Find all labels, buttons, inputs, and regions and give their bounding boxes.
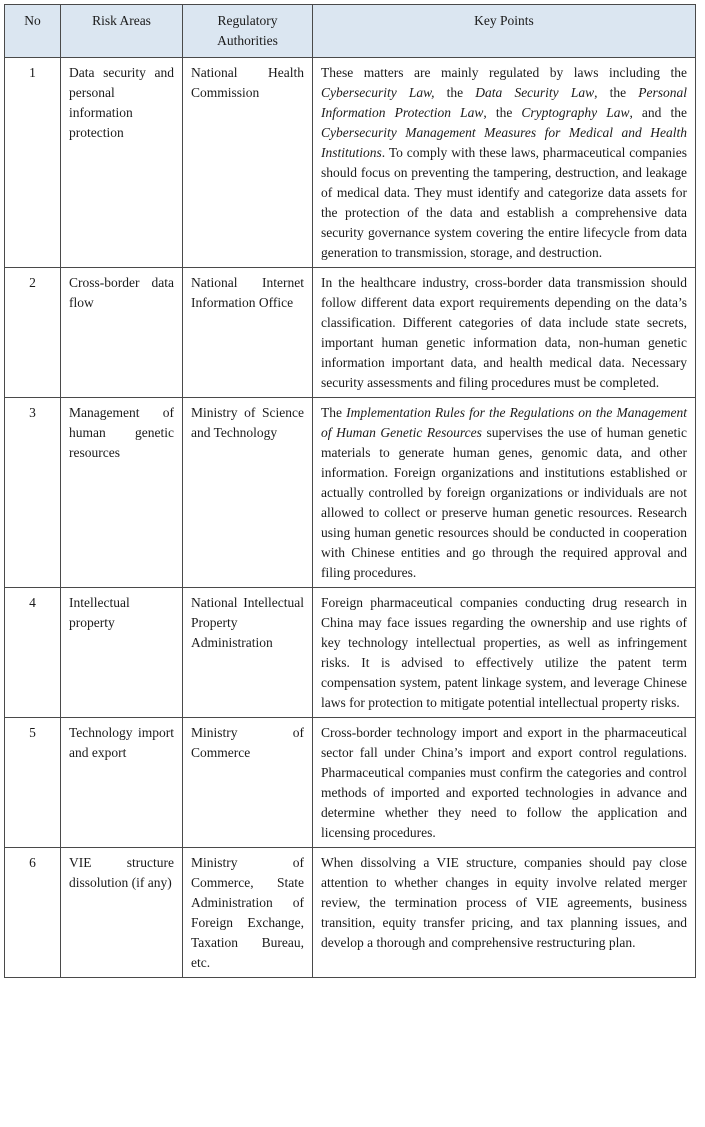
- key-points-text: , the: [594, 85, 639, 100]
- key-points-text: . To comply with these laws, pharmaceutical companies should focus on preventing the tampering, destruction, and leakage of medical data. They must identify and categorize data assets for the protection of the data and establish a comprehensive data security governance system covering the entire lifecycle from data generation to transmission, storage, and destruction.: [321, 145, 687, 260]
- key-points: [313, 588, 696, 718]
- header-regulatory-authorities: Regulatory Authorities: [183, 5, 313, 58]
- header-key-points: Key Points: [313, 5, 696, 58]
- law-title: Cybersecurity Management Measures for Medical and Health Institutions: [321, 125, 687, 160]
- risk-area: Cross-border data flow: [61, 268, 183, 398]
- risk-table: [4, 4, 696, 978]
- risk-area: Intellectual property: [61, 588, 183, 718]
- key-points-text: , and the: [629, 105, 687, 120]
- regulatory-authority: Ministry of Science and Technology: [183, 398, 313, 588]
- header-row: [5, 5, 696, 58]
- table-row: [5, 268, 696, 398]
- regulatory-authority: National Internet Information Office: [183, 268, 313, 398]
- key-points: [313, 58, 696, 268]
- key-points: [313, 848, 696, 978]
- regulatory-authority: Ministry of Commerce, State Administration of Foreign Exchange, Taxation Bureau, etc.: [183, 848, 313, 978]
- key-points: [313, 718, 696, 848]
- key-points-text: These matters are mainly regulated by laws including the: [321, 65, 687, 80]
- regulatory-authority: Ministry of Commerce: [183, 718, 313, 848]
- key-points: [313, 268, 696, 398]
- table-row: [5, 58, 696, 268]
- risk-area: Technology import and export: [61, 718, 183, 848]
- table-row: [5, 398, 696, 588]
- regulatory-authority: National Health Commission: [183, 58, 313, 268]
- row-number: 6: [5, 848, 61, 978]
- row-number: 3: [5, 398, 61, 588]
- key-points: [313, 398, 696, 588]
- key-points-text: Cross-border technology import and export in the pharmaceutical sector fall under China’s import and export control regulations. Pharmaceutical companies must confirm the categories and control methods of imported and exported technologies in advance and determine whether they need to follow the application and licensing procedures.: [321, 725, 687, 840]
- header-risk-areas: Risk Areas: [61, 5, 183, 58]
- table-row: [5, 588, 696, 718]
- table-row: [5, 718, 696, 848]
- risk-area: VIE structure dissolution (if any): [61, 848, 183, 978]
- law-title: Cybersecurity Law,: [321, 85, 435, 100]
- law-title: Personal Information Protection Law: [321, 85, 687, 120]
- key-points-text: The: [321, 405, 347, 420]
- key-points-text: Foreign pharmaceutical companies conducting drug research in China may face issues regarding the ownership and use rights of key technology intellectual properties, as well as infringement risks. It is advised to effectively utilize the patent term compensation system, patent linkage system, and leverage Chinese laws for protection to mitigate potential intellectual property risks.: [321, 595, 687, 710]
- key-points-text: the: [434, 85, 476, 100]
- row-number: 1: [5, 58, 61, 268]
- key-points-text: supervises the use of human genetic materials to generate human genes, genomic data, and other information. Foreign organizations and institutions established or actually controlled by foreign organizations or individuals are not allowed to collect or preserve human genetic resources. Research using human genetic resources should be conducted in cooperation with Chinese entities and go through the required approval and filing procedures.: [321, 425, 687, 580]
- row-number: 2: [5, 268, 61, 398]
- table-row: [5, 848, 696, 978]
- risk-area: Data security and personal information protection: [61, 58, 183, 268]
- law-title: Implementation Rules for the Regulations on the Management of Human Genetic Resources: [321, 405, 687, 440]
- regulatory-authority: National Intellectual Property Administration: [183, 588, 313, 718]
- header-no: No: [5, 5, 61, 58]
- risk-area: Management of human genetic resources: [61, 398, 183, 588]
- key-points-text: , the: [483, 105, 522, 120]
- key-points-text: When dissolving a VIE structure, companies should pay close attention to whether changes in equity involve related merger review, the termination process of VIE agreements, business transition, equity transfer pricing, and tax planning issues, and develop a thorough and comprehensive restructuring plan.: [321, 855, 687, 950]
- row-number: 4: [5, 588, 61, 718]
- key-points-text: In the healthcare industry, cross-border data transmission should follow different data export requirements depending on the data’s classification. Different categories of data include state secrets, important human genetic information data, non-human genetic information important data, and health medical data. Necessary security assessments and filing procedures must be completed.: [321, 275, 687, 390]
- row-number: 5: [5, 718, 61, 848]
- law-title: Cryptography Law: [521, 105, 630, 120]
- law-title: Data Security Law: [475, 85, 595, 100]
